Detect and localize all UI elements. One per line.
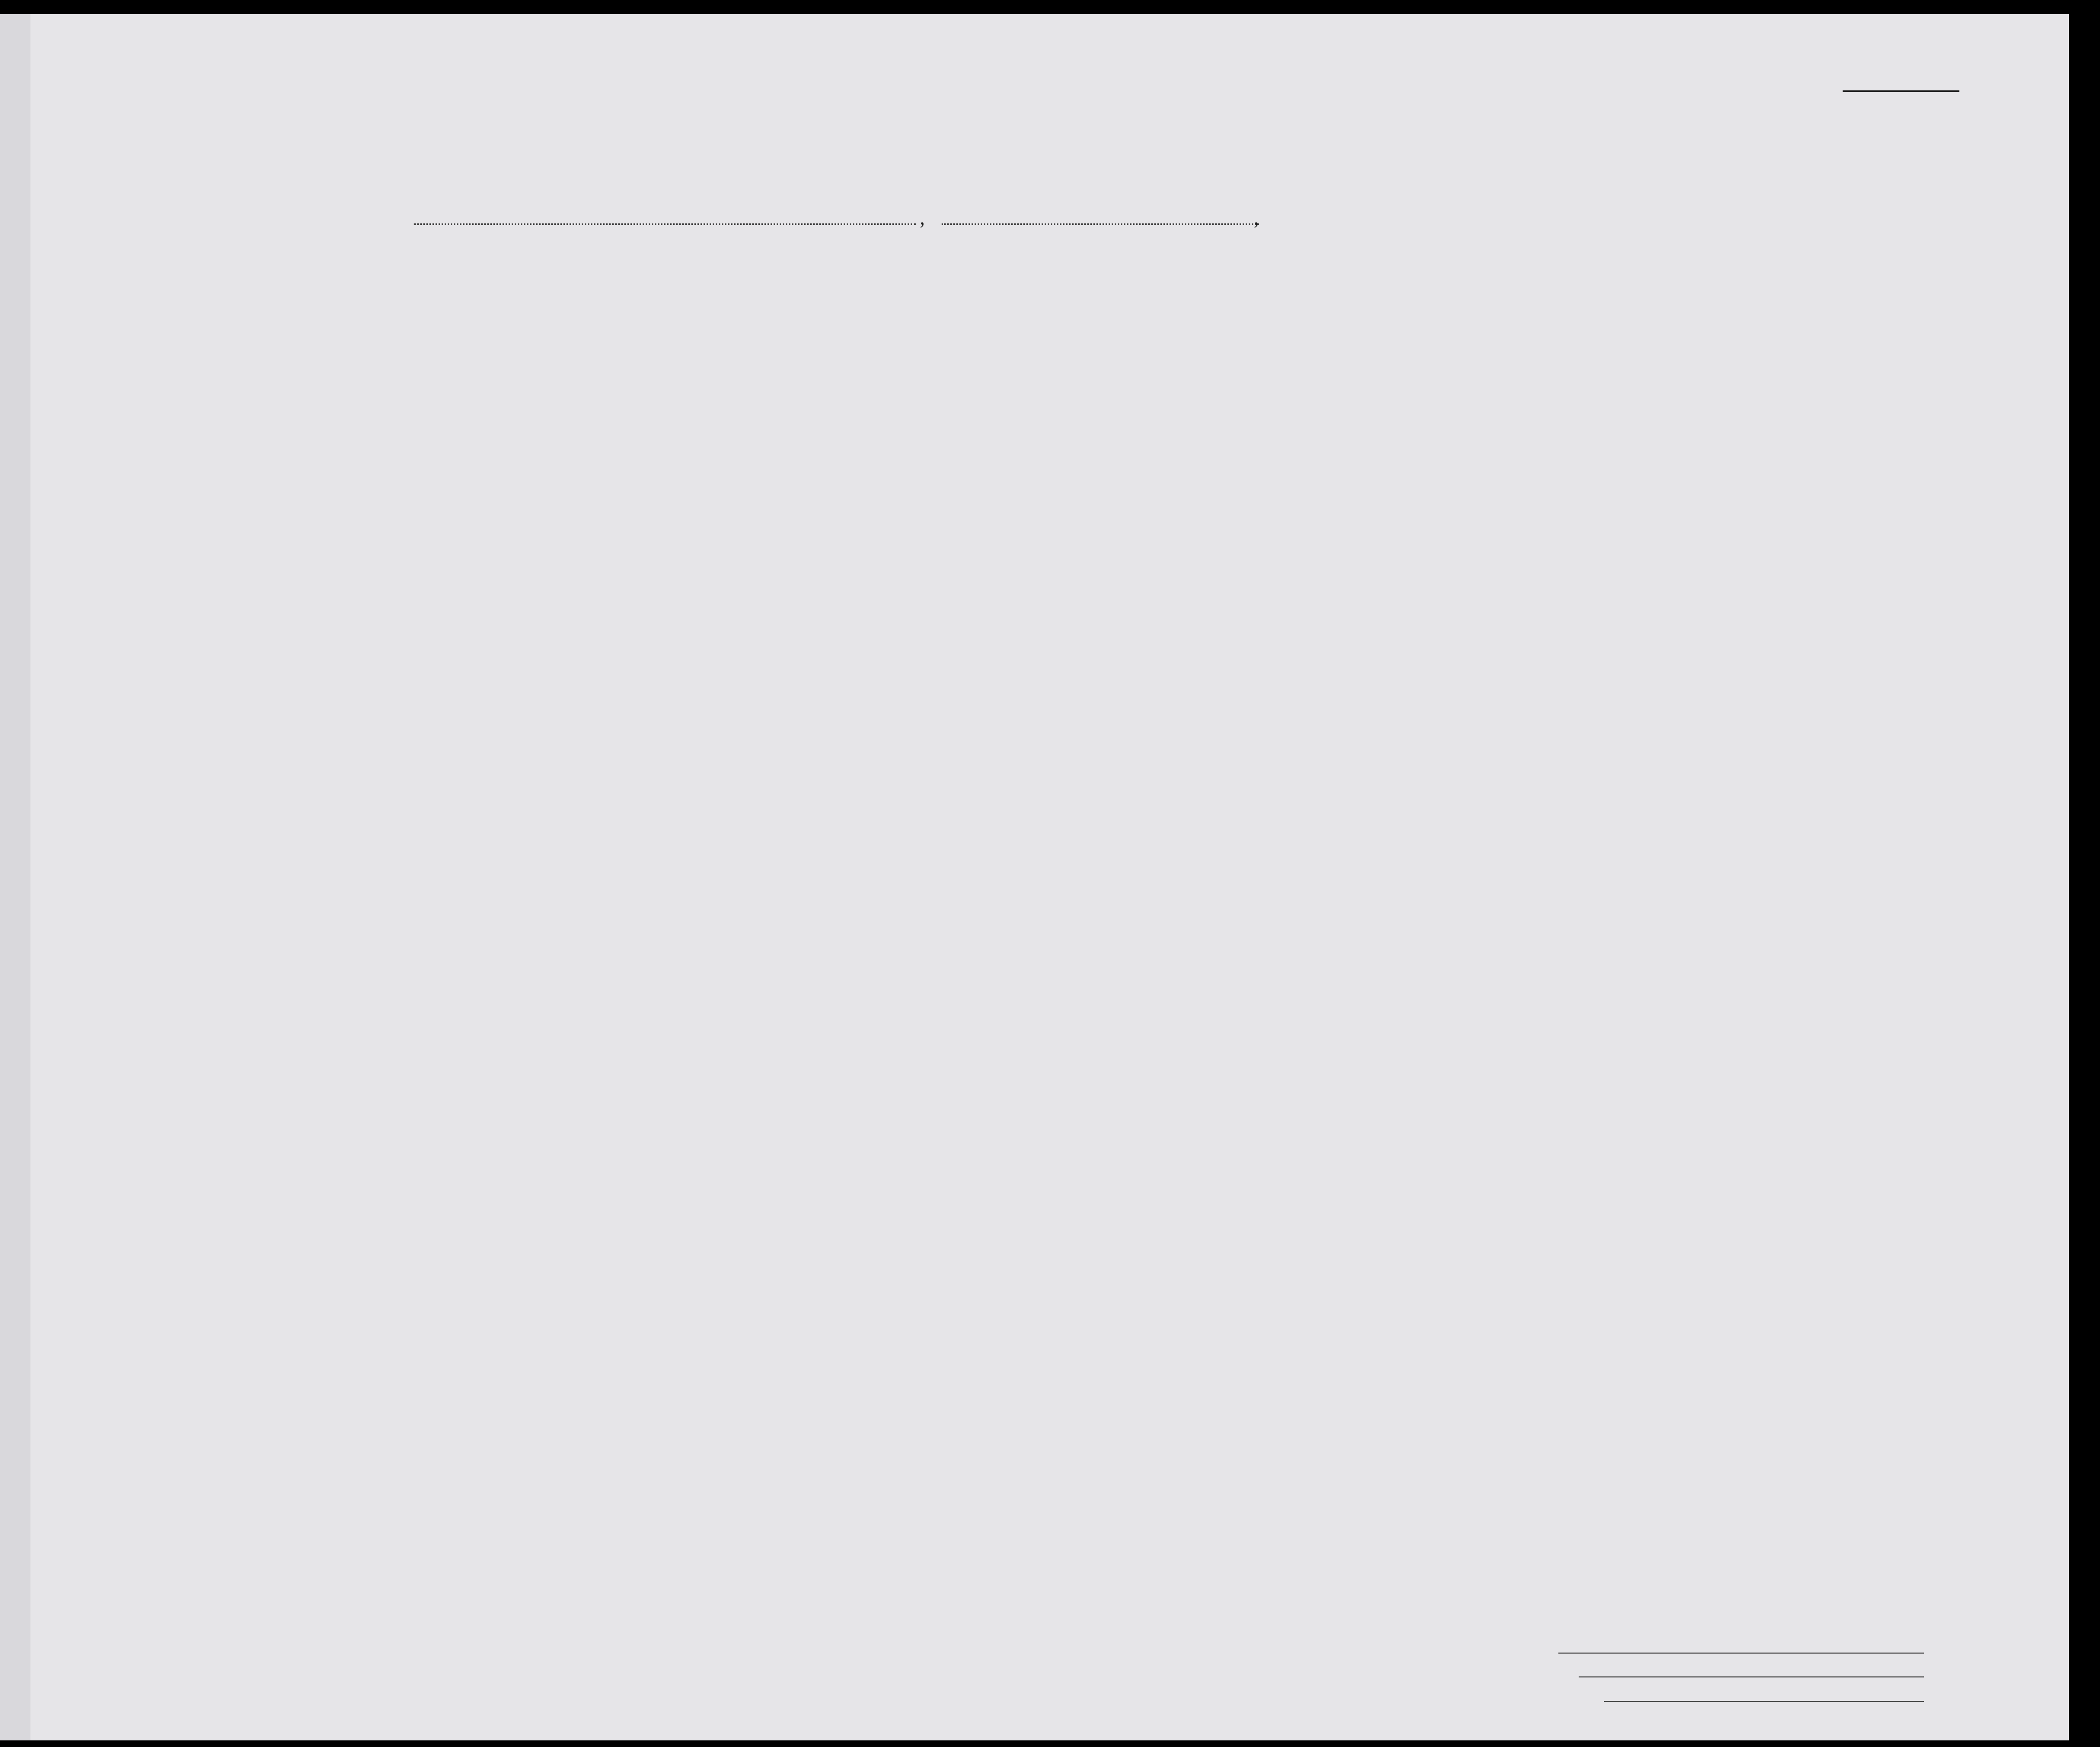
comma: , [920,206,925,229]
comma: , [1254,206,1259,229]
col24b-header [1277,312,1310,426]
col27-header [1419,284,1442,426]
agents-field [1604,1701,1924,1702]
col28-header [1444,284,1508,426]
col30-header [1545,284,1565,426]
col24c-header [1315,312,1345,426]
col31-header [1567,284,1587,426]
col29-header [1510,284,1543,426]
col34-inches [1723,366,1749,411]
line-field [1558,1653,1924,1654]
col26-header [1393,284,1416,426]
col25-header [1348,287,1391,424]
col24a-header [1232,312,1268,426]
col21-header [771,282,798,393]
col19-header [651,282,677,426]
owners-field [1579,1676,1924,1677]
